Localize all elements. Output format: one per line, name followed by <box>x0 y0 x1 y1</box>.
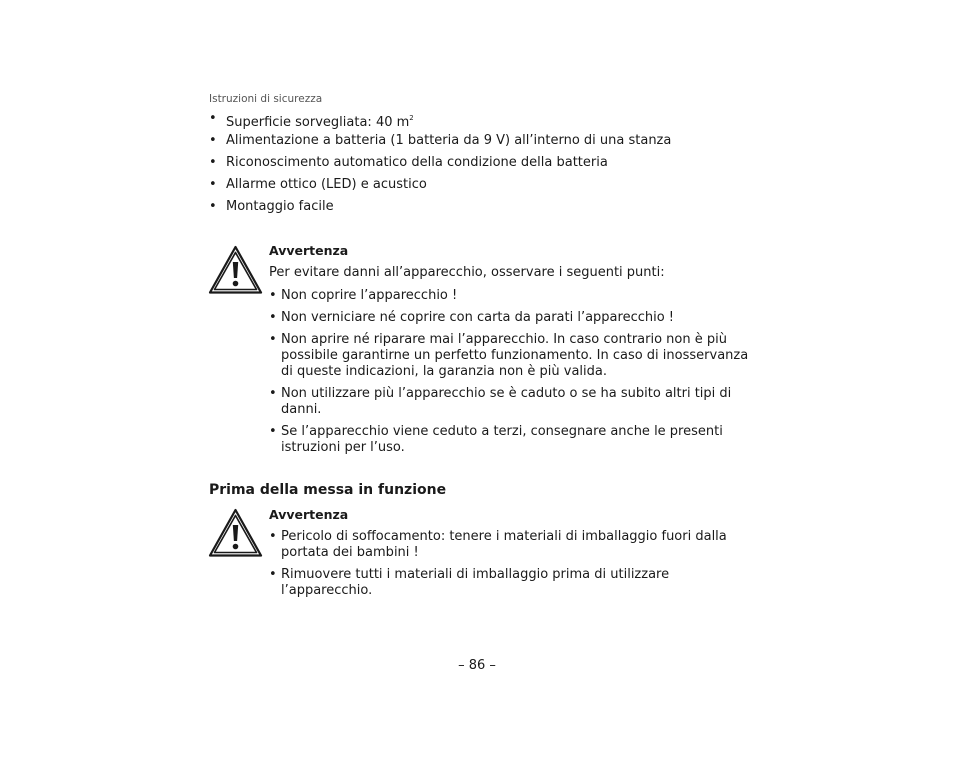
warning-list <box>269 529 789 605</box>
warning-item-line: Non verniciare né coprire con carta da parati l’apparecchio ! <box>281 309 675 325</box>
feature-item <box>209 176 809 198</box>
section-label: Istruzioni di sicurezza <box>209 93 323 105</box>
warning-title: Avvertenza <box>269 243 349 258</box>
warning-item <box>269 386 789 419</box>
bullet: • <box>209 111 217 126</box>
warning-item-line: Non aprire né riparare mai l’apparecchio. In caso contrario non è più <box>281 331 727 347</box>
warning-intro: Per evitare danni all’apparecchio, osservare i seguenti punti: <box>269 265 665 280</box>
bullet: • <box>269 385 277 401</box>
feature-text: Alimentazione a batteria (1 batteria da 9 V) all’interno di una stanza <box>226 133 672 148</box>
warning-item-line: istruzioni per l’uso. <box>281 440 405 456</box>
warning-item-line: possibile garantirne un perfetto funzionamento. In caso di inosservanza <box>281 347 749 363</box>
feature-text: Riconoscimento automatico della condizione della batteria <box>226 155 608 170</box>
warning-item <box>269 332 789 381</box>
warning-item-line: Pericolo di soffocamento: tenere i materiali di imballaggio fuori dalla <box>281 529 727 544</box>
warning-item-line: di queste indicazioni, la garanzia non è più valida. <box>281 364 607 380</box>
bullet: • <box>269 567 277 583</box>
feature-list <box>209 110 809 220</box>
feature-item <box>209 110 809 132</box>
bullet: • <box>269 424 277 440</box>
warning-title: Avvertenza <box>269 507 349 522</box>
warning-item <box>269 288 789 304</box>
warning-item <box>269 310 789 326</box>
warning-item-line: portata dei bambini ! <box>281 545 419 561</box>
warning-item <box>269 424 789 457</box>
section-heading: Prima della messa in funzione <box>209 482 447 498</box>
feature-text: Superficie sorvegliata: 40 $m^2$ <box>226 114 414 130</box>
bullet: • <box>269 288 277 303</box>
warning-item-line: l’apparecchio. <box>281 583 373 599</box>
feature-text: Montaggio facile <box>226 199 334 214</box>
page-number: – 86 – <box>458 658 496 673</box>
feature-item <box>209 132 809 154</box>
warning-item <box>269 567 789 600</box>
bullet: • <box>269 309 277 325</box>
feature-item <box>209 154 809 176</box>
warning-item-line: Non coprire l’apparecchio ! <box>281 288 458 303</box>
bullet: • <box>209 155 217 170</box>
warning-triangle-icon <box>208 508 263 558</box>
warning-item-line: Non utilizzare più l’apparecchio se è caduto o se ha subito altri tipi di <box>281 385 732 401</box>
feature-text: Allarme ottico (LED) e acustico <box>226 177 427 192</box>
bullet: • <box>209 177 217 192</box>
superscript: 2 <box>409 114 414 122</box>
warning-item-line: Rimuovere tutti i materiali di imballaggio prima di utilizzare <box>281 567 670 583</box>
bullet: • <box>269 529 277 544</box>
warning-item <box>269 529 789 562</box>
bullet: • <box>269 331 277 347</box>
warning-triangle-icon <box>208 245 263 295</box>
warning-item-line: danni. <box>281 402 322 418</box>
warning-list <box>269 288 789 462</box>
bullet: • <box>209 199 217 214</box>
warning-item-line: Se l’apparecchio viene ceduto a terzi, consegnare anche le presenti <box>281 424 723 440</box>
feature-item <box>209 198 809 220</box>
bullet: • <box>209 133 217 148</box>
